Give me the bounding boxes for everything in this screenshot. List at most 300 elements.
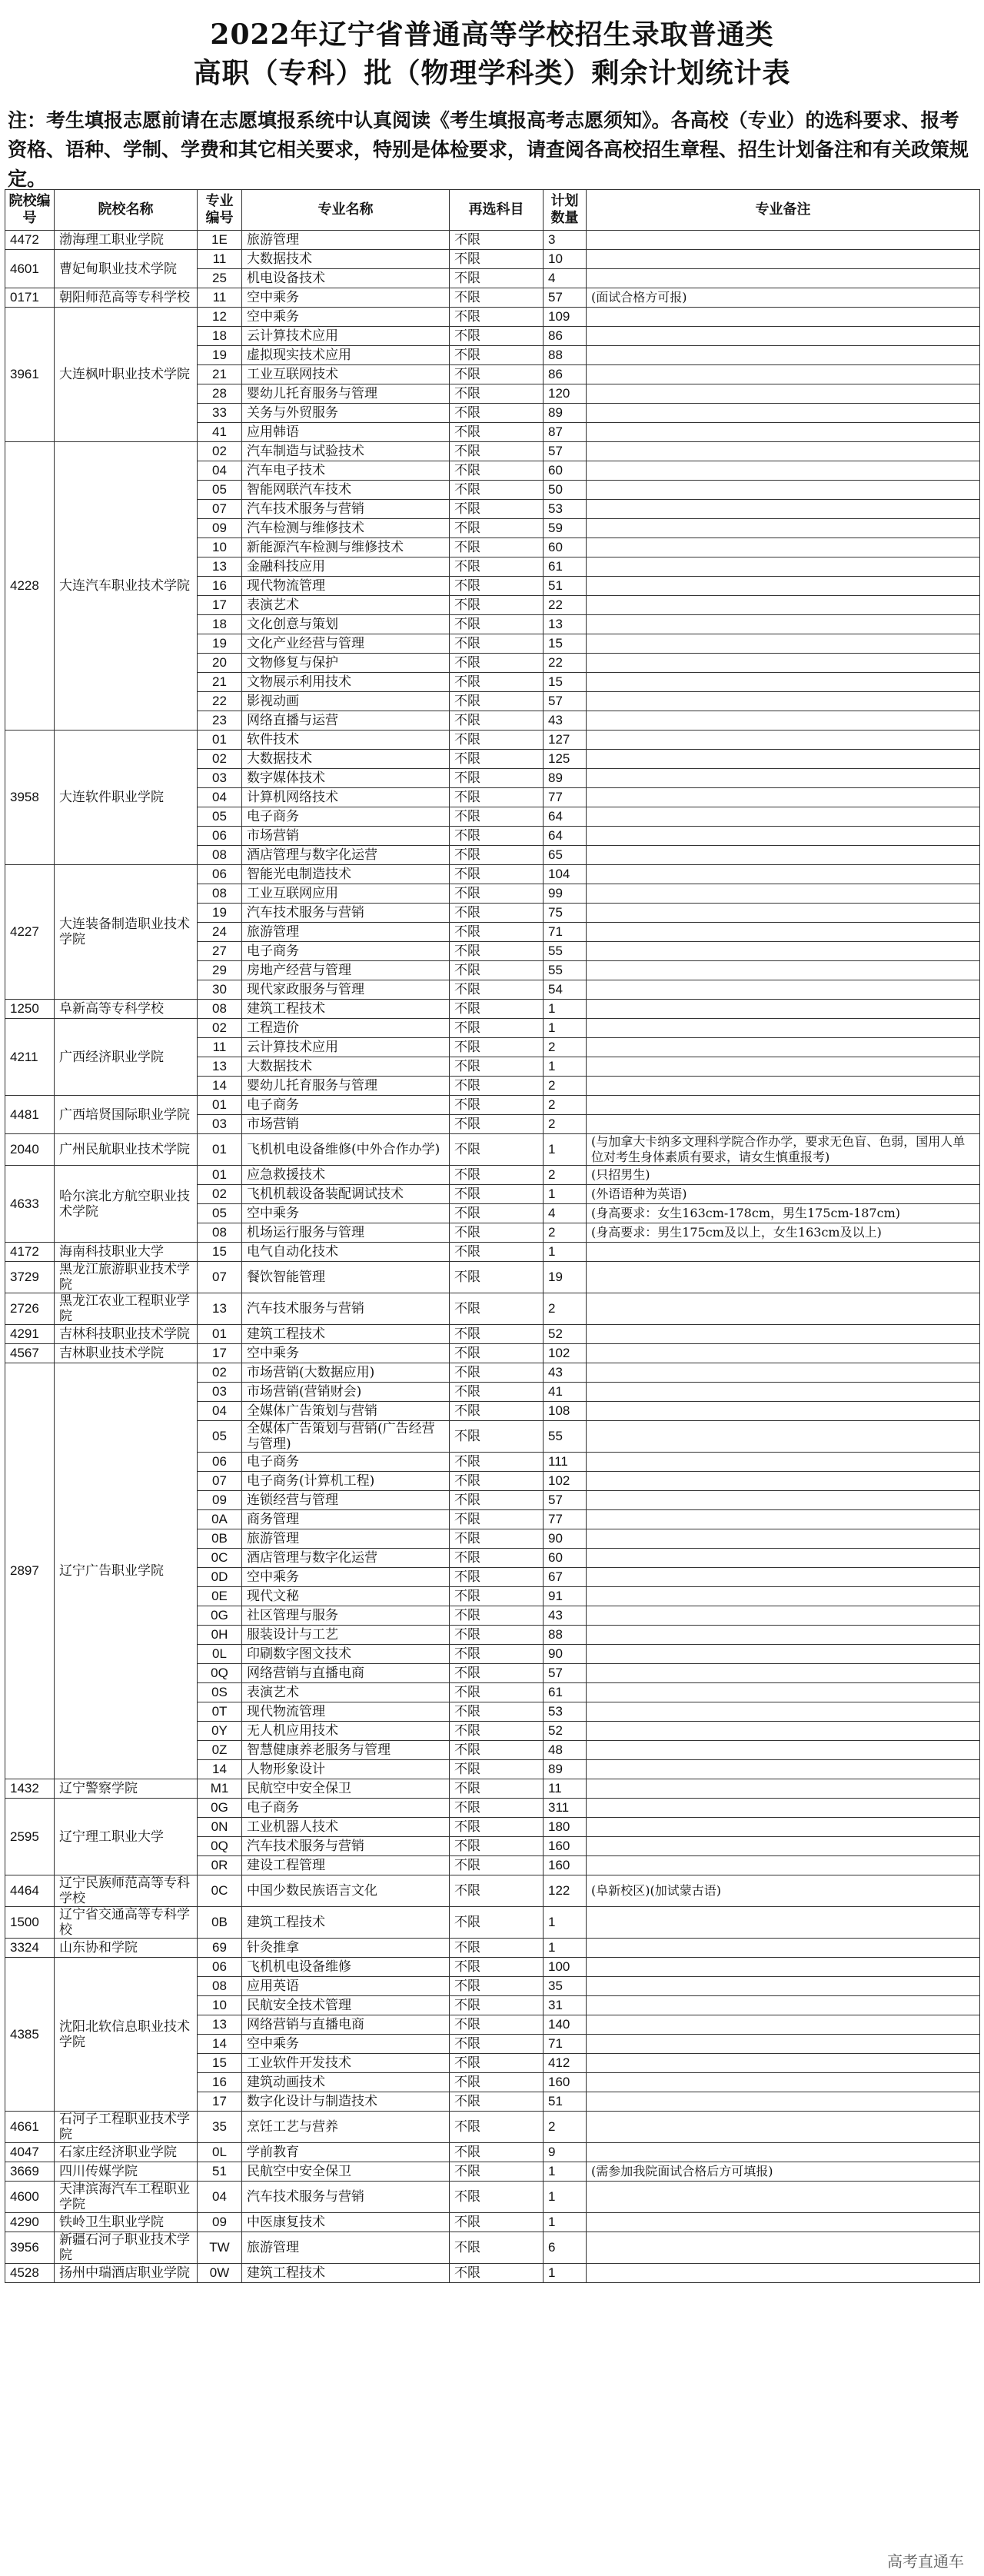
plan-count: 160 [544, 1856, 587, 1875]
major-code: 0W [198, 2264, 242, 2283]
major-note [587, 980, 980, 1000]
subject-requirement: 不限 [450, 577, 544, 596]
major-name: 关务与外贸服务 [242, 404, 450, 423]
plan-count: 2 [544, 1077, 587, 1096]
major-note [587, 2213, 980, 2232]
plan-count: 71 [544, 923, 587, 942]
plan-count: 1 [544, 2264, 587, 2283]
school-code: 4464 [5, 1875, 55, 1907]
plan-count: 2 [544, 1223, 587, 1243]
major-note: (外语语种为英语) [587, 1185, 980, 1204]
subject-requirement: 不限 [450, 2182, 544, 2213]
major-note [587, 2092, 980, 2112]
plan-count: 87 [544, 423, 587, 442]
subject-requirement: 不限 [450, 1939, 544, 1958]
plan-count: 48 [544, 1741, 587, 1760]
plan-count: 77 [544, 1510, 587, 1529]
subject-requirement: 不限 [450, 1472, 544, 1491]
subject-requirement: 不限 [450, 1837, 544, 1856]
school-code: 3324 [5, 1939, 55, 1958]
school-code: 3956 [5, 2232, 55, 2264]
plan-count: 15 [544, 634, 587, 654]
major-name: 工业互联网技术 [242, 365, 450, 384]
remaining-plan-table [5, 189, 980, 2283]
school-name: 辽宁广告职业学院 [55, 1363, 198, 1779]
major-name: 商务管理 [242, 1510, 450, 1529]
major-note [587, 327, 980, 346]
table-body [5, 231, 980, 2283]
major-code: 06 [198, 827, 242, 846]
major-note [587, 1325, 980, 1344]
table-row [5, 1779, 980, 1799]
major-code: 15 [198, 2054, 242, 2073]
subject-requirement: 不限 [450, 1645, 544, 1664]
major-name: 汽车电子技术 [242, 461, 450, 481]
school-code: 0171 [5, 288, 55, 308]
school-code: 4601 [5, 250, 55, 288]
subject-requirement: 不限 [450, 1741, 544, 1760]
major-code: 10 [198, 538, 242, 557]
major-name: 连锁经营与管理 [242, 1491, 450, 1510]
subject-requirement: 不限 [450, 500, 544, 519]
major-note [587, 1818, 980, 1837]
subject-requirement: 不限 [450, 807, 544, 827]
major-name: 工程造价 [242, 1019, 450, 1038]
subject-requirement: 不限 [450, 365, 544, 384]
major-name: 旅游管理 [242, 231, 450, 250]
plan-count: 35 [544, 1977, 587, 1996]
subject-requirement: 不限 [450, 1683, 544, 1702]
table-row [5, 1293, 980, 1325]
major-name: 建筑工程技术 [242, 1907, 450, 1939]
major-code: 07 [198, 1262, 242, 1293]
major-note [587, 1606, 980, 1626]
major-code: 0D [198, 1568, 242, 1587]
major-code: 29 [198, 961, 242, 980]
subject-requirement: 不限 [450, 1038, 544, 1057]
plan-count: 22 [544, 596, 587, 615]
subject-requirement: 不限 [450, 2073, 544, 2092]
major-note [587, 1019, 980, 1038]
plan-count: 19 [544, 1262, 587, 1293]
major-code: 18 [198, 327, 242, 346]
table-row [5, 231, 980, 250]
plan-count: 51 [544, 577, 587, 596]
major-note [587, 1363, 980, 1383]
plan-count: 1 [544, 1243, 587, 1262]
subject-requirement: 不限 [450, 1568, 544, 1587]
table-row [5, 1799, 980, 1818]
major-name: 飞机机载设备装配调试技术 [242, 1185, 450, 1204]
major-note [587, 596, 980, 615]
subject-requirement: 不限 [450, 519, 544, 538]
subject-requirement: 不限 [450, 692, 544, 711]
subject-requirement: 不限 [450, 2143, 544, 2162]
major-code: 0A [198, 1510, 242, 1529]
major-note [587, 1491, 980, 1510]
subject-requirement: 不限 [450, 269, 544, 288]
school-code: 1432 [5, 1779, 55, 1799]
header-school-code: 院校编号 [5, 190, 55, 231]
plan-count: 311 [544, 1799, 587, 1818]
plan-count: 67 [544, 1568, 587, 1587]
major-note [587, 1402, 980, 1421]
plan-count: 59 [544, 519, 587, 538]
major-name: 文化创意与策划 [242, 615, 450, 634]
plan-count: 64 [544, 827, 587, 846]
plan-count: 160 [544, 2073, 587, 2092]
major-code: 03 [198, 1383, 242, 1402]
school-code: 4472 [5, 231, 55, 250]
plan-count: 43 [544, 1606, 587, 1626]
major-code: 19 [198, 346, 242, 365]
table-row [5, 2112, 980, 2143]
subject-requirement: 不限 [450, 1664, 544, 1683]
school-name: 哈尔滨北方航空职业技术学院 [55, 1166, 198, 1243]
table-row [5, 1166, 980, 1185]
major-code: 17 [198, 596, 242, 615]
major-code: 0Q [198, 1837, 242, 1856]
subject-requirement: 不限 [450, 1996, 544, 2015]
subject-requirement: 不限 [450, 1907, 544, 1939]
school-name: 石河子工程职业技术学院 [55, 2112, 198, 2143]
major-name: 工业机器人技术 [242, 1818, 450, 1837]
subject-requirement: 不限 [450, 1077, 544, 1096]
subject-requirement: 不限 [450, 1779, 544, 1799]
major-code: 01 [198, 1096, 242, 1115]
table-row [5, 1907, 980, 1939]
major-code: M1 [198, 1779, 242, 1799]
major-note [587, 615, 980, 634]
major-note: (只招男生) [587, 1166, 980, 1185]
major-code: 04 [198, 461, 242, 481]
major-code: 0H [198, 1626, 242, 1645]
subject-requirement: 不限 [450, 538, 544, 557]
major-note [587, 423, 980, 442]
major-code: 17 [198, 2092, 242, 2112]
major-name: 建设工程管理 [242, 1856, 450, 1875]
school-code: 4228 [5, 442, 55, 731]
major-note [587, 1683, 980, 1702]
subject-requirement: 不限 [450, 1344, 544, 1363]
plan-count: 120 [544, 384, 587, 404]
school-name: 大连汽车职业技术学院 [55, 442, 198, 731]
subject-requirement: 不限 [450, 1000, 544, 1019]
major-code: 51 [198, 2162, 242, 2182]
major-note [587, 1587, 980, 1606]
major-code: 04 [198, 1402, 242, 1421]
major-code: 19 [198, 904, 242, 923]
major-code: 05 [198, 481, 242, 500]
major-note [587, 481, 980, 500]
major-name: 民航空中安全保卫 [242, 2162, 450, 2182]
plan-count: 43 [544, 711, 587, 731]
major-note [587, 1293, 980, 1325]
major-note [587, 1977, 980, 1996]
major-code: 1E [198, 231, 242, 250]
school-code: 3958 [5, 731, 55, 865]
major-name: 针灸推拿 [242, 1939, 450, 1958]
major-code: 18 [198, 615, 242, 634]
major-note [587, 865, 980, 884]
major-code: 08 [198, 884, 242, 904]
major-name: 虚拟现实技术应用 [242, 346, 450, 365]
major-name: 婴幼儿托育服务与管理 [242, 1077, 450, 1096]
major-code: 15 [198, 1243, 242, 1262]
major-code: 0G [198, 1606, 242, 1626]
major-name: 数字化设计与制造技术 [242, 2092, 450, 2112]
major-code: 0N [198, 1818, 242, 1837]
major-code: 12 [198, 308, 242, 327]
major-name: 空中乘务 [242, 308, 450, 327]
major-note [587, 308, 980, 327]
school-code: 2726 [5, 1293, 55, 1325]
major-code: 07 [198, 1472, 242, 1491]
subject-requirement: 不限 [450, 846, 544, 865]
plan-count: 61 [544, 557, 587, 577]
major-note [587, 1115, 980, 1134]
plan-count: 41 [544, 1383, 587, 1402]
major-name: 空中乘务 [242, 288, 450, 308]
subject-requirement: 不限 [450, 961, 544, 980]
school-code: 1500 [5, 1907, 55, 1939]
subject-requirement: 不限 [450, 1325, 544, 1344]
school-name: 吉林科技职业技术学院 [55, 1325, 198, 1344]
major-code: 16 [198, 2073, 242, 2092]
major-note [587, 269, 980, 288]
plan-count: 89 [544, 404, 587, 423]
subject-requirement: 不限 [450, 1096, 544, 1115]
school-code: 2897 [5, 1363, 55, 1779]
subject-requirement: 不限 [450, 1115, 544, 1134]
plan-count: 3 [544, 231, 587, 250]
subject-requirement: 不限 [450, 1262, 544, 1293]
major-note [587, 250, 980, 269]
major-code: 05 [198, 1421, 242, 1453]
school-code: 4481 [5, 1096, 55, 1134]
school-name: 辽宁省交通高等专科学校 [55, 1907, 198, 1939]
subject-requirement: 不限 [450, 1402, 544, 1421]
plan-count: 1 [544, 2162, 587, 2182]
major-name: 无人机应用技术 [242, 1722, 450, 1741]
subject-requirement: 不限 [450, 1204, 544, 1223]
major-code: 35 [198, 2112, 242, 2143]
subject-requirement: 不限 [450, 1760, 544, 1779]
major-note [587, 1472, 980, 1491]
table-row [5, 308, 980, 327]
major-note [587, 1057, 980, 1077]
major-name: 建筑工程技术 [242, 1000, 450, 1019]
table-row [5, 2213, 980, 2232]
major-code: 24 [198, 923, 242, 942]
subject-requirement: 不限 [450, 731, 544, 750]
major-note [587, 2035, 980, 2054]
major-note [587, 750, 980, 769]
major-name: 智能光电制造技术 [242, 865, 450, 884]
major-note [587, 2264, 980, 2283]
plan-count: 109 [544, 308, 587, 327]
header-major-code: 专业编号 [198, 190, 242, 231]
plan-count: 77 [544, 788, 587, 807]
table-row [5, 731, 980, 750]
major-name: 智慧健康养老服务与管理 [242, 1741, 450, 1760]
major-name: 文物修复与保护 [242, 654, 450, 673]
major-note [587, 1243, 980, 1262]
subject-requirement: 不限 [450, 942, 544, 961]
major-name: 文物展示利用技术 [242, 673, 450, 692]
plan-count: 2 [544, 1038, 587, 1057]
major-code: 0T [198, 1702, 242, 1722]
plan-count: 2 [544, 1096, 587, 1115]
plan-count: 60 [544, 538, 587, 557]
school-code: 3729 [5, 1262, 55, 1293]
major-name: 建筑工程技术 [242, 1325, 450, 1344]
school-name: 山东协和学院 [55, 1939, 198, 1958]
major-name: 智能网联汽车技术 [242, 481, 450, 500]
major-note [587, 923, 980, 942]
major-code: 08 [198, 1977, 242, 1996]
major-name: 电子商务 [242, 1453, 450, 1472]
major-note [587, 1996, 980, 2015]
subject-requirement: 不限 [450, 2213, 544, 2232]
major-name: 市场营销 [242, 827, 450, 846]
major-note [587, 1262, 980, 1293]
major-code: 0B [198, 1529, 242, 1549]
subject-requirement: 不限 [450, 1977, 544, 1996]
major-name: 网络营销与直播电商 [242, 2015, 450, 2035]
major-name: 建筑工程技术 [242, 2264, 450, 2283]
major-code: 27 [198, 942, 242, 961]
major-note [587, 1722, 980, 1741]
plan-count: 2 [544, 1115, 587, 1134]
major-code: 01 [198, 1134, 242, 1166]
major-note [587, 769, 980, 788]
plan-count: 53 [544, 1702, 587, 1722]
major-name: 空中乘务 [242, 1568, 450, 1587]
plan-count: 88 [544, 1626, 587, 1645]
table-row [5, 1325, 980, 1344]
subject-requirement: 不限 [450, 1856, 544, 1875]
plan-count: 1 [544, 1019, 587, 1038]
major-code: 23 [198, 711, 242, 731]
major-note [587, 2182, 980, 2213]
plan-count: 11 [544, 1779, 587, 1799]
major-name: 机场运行服务与管理 [242, 1223, 450, 1243]
major-code: 0G [198, 1799, 242, 1818]
major-name: 电子商务 [242, 1096, 450, 1115]
major-name: 云计算技术应用 [242, 1038, 450, 1057]
subject-requirement: 不限 [450, 1363, 544, 1383]
notice-text: 注：考生填报志愿前请在志愿填报系统中认真阅读《考生填报高考志愿须知》。各高校（专业）的选科要求、报考资格、语种、学制、学费和其它相关要求，特别是体检要求，请查阅各高校招生章程、招生计划备注和有关政策规定。 [8, 109, 969, 190]
major-note [587, 942, 980, 961]
school-name: 海南科技职业大学 [55, 1243, 198, 1262]
major-note [587, 1702, 980, 1722]
major-code: 0Q [198, 1664, 242, 1683]
subject-requirement: 不限 [450, 1510, 544, 1529]
major-name: 应急救援技术 [242, 1166, 450, 1185]
plan-count: 2 [544, 2112, 587, 2143]
major-note [587, 442, 980, 461]
major-name: 空中乘务 [242, 2035, 450, 2054]
subject-requirement: 不限 [450, 1722, 544, 1741]
major-name: 建筑动画技术 [242, 2073, 450, 2092]
plan-count: 22 [544, 654, 587, 673]
plan-count: 1 [544, 1000, 587, 1019]
plan-count: 10 [544, 250, 587, 269]
major-name: 学前教育 [242, 2143, 450, 2162]
plan-count: 61 [544, 1683, 587, 1702]
major-code: 11 [198, 288, 242, 308]
major-name: 表演艺术 [242, 1683, 450, 1702]
plan-count: 57 [544, 1491, 587, 1510]
school-name: 新疆石河子职业技术学院 [55, 2232, 198, 2264]
major-note [587, 384, 980, 404]
plan-count: 43 [544, 1363, 587, 1383]
major-note [587, 827, 980, 846]
major-name: 婴幼儿托育服务与管理 [242, 384, 450, 404]
plan-count: 64 [544, 807, 587, 827]
plan-count: 1 [544, 1185, 587, 1204]
table-row [5, 1000, 980, 1019]
plan-count: 89 [544, 769, 587, 788]
major-code: 33 [198, 404, 242, 423]
plan-count: 6 [544, 2232, 587, 2264]
table-row [5, 1243, 980, 1262]
major-note [587, 1077, 980, 1096]
major-code: 03 [198, 769, 242, 788]
major-code: 08 [198, 1000, 242, 1019]
school-code: 4600 [5, 2182, 55, 2213]
subject-requirement: 不限 [450, 1223, 544, 1243]
major-code: 0R [198, 1856, 242, 1875]
major-code: 69 [198, 1939, 242, 1958]
major-code: 25 [198, 269, 242, 288]
major-name: 旅游管理 [242, 923, 450, 942]
subject-requirement: 不限 [450, 2035, 544, 2054]
school-code: 4633 [5, 1166, 55, 1243]
header-subject-req: 再选科目 [450, 190, 544, 231]
table-row [5, 2264, 980, 2283]
table-row [5, 2162, 980, 2182]
plan-count: 60 [544, 1549, 587, 1568]
plan-count: 53 [544, 500, 587, 519]
school-name: 渤海理工职业学院 [55, 231, 198, 250]
subject-requirement: 不限 [450, 2092, 544, 2112]
major-name: 应用英语 [242, 1977, 450, 1996]
school-name: 石家庄经济职业学院 [55, 2143, 198, 2162]
major-name: 大数据技术 [242, 1057, 450, 1077]
plan-count: 88 [544, 346, 587, 365]
table-row [5, 1363, 980, 1383]
table-header-row [5, 190, 980, 231]
subject-requirement: 不限 [450, 750, 544, 769]
major-code: 13 [198, 2015, 242, 2035]
school-name: 黑龙江农业工程职业学院 [55, 1293, 198, 1325]
major-code: 19 [198, 634, 242, 654]
major-code: 16 [198, 577, 242, 596]
plan-count: 55 [544, 1421, 587, 1453]
major-code: 0C [198, 1875, 242, 1907]
major-code: 0B [198, 1907, 242, 1939]
major-code: 14 [198, 2035, 242, 2054]
major-name: 中国少数民族语言文化 [242, 1875, 450, 1907]
major-name: 汽车技术服务与营销 [242, 904, 450, 923]
major-note [587, 1626, 980, 1645]
plan-count: 86 [544, 365, 587, 384]
plan-count: 4 [544, 1204, 587, 1223]
major-code: 07 [198, 500, 242, 519]
major-note [587, 365, 980, 384]
